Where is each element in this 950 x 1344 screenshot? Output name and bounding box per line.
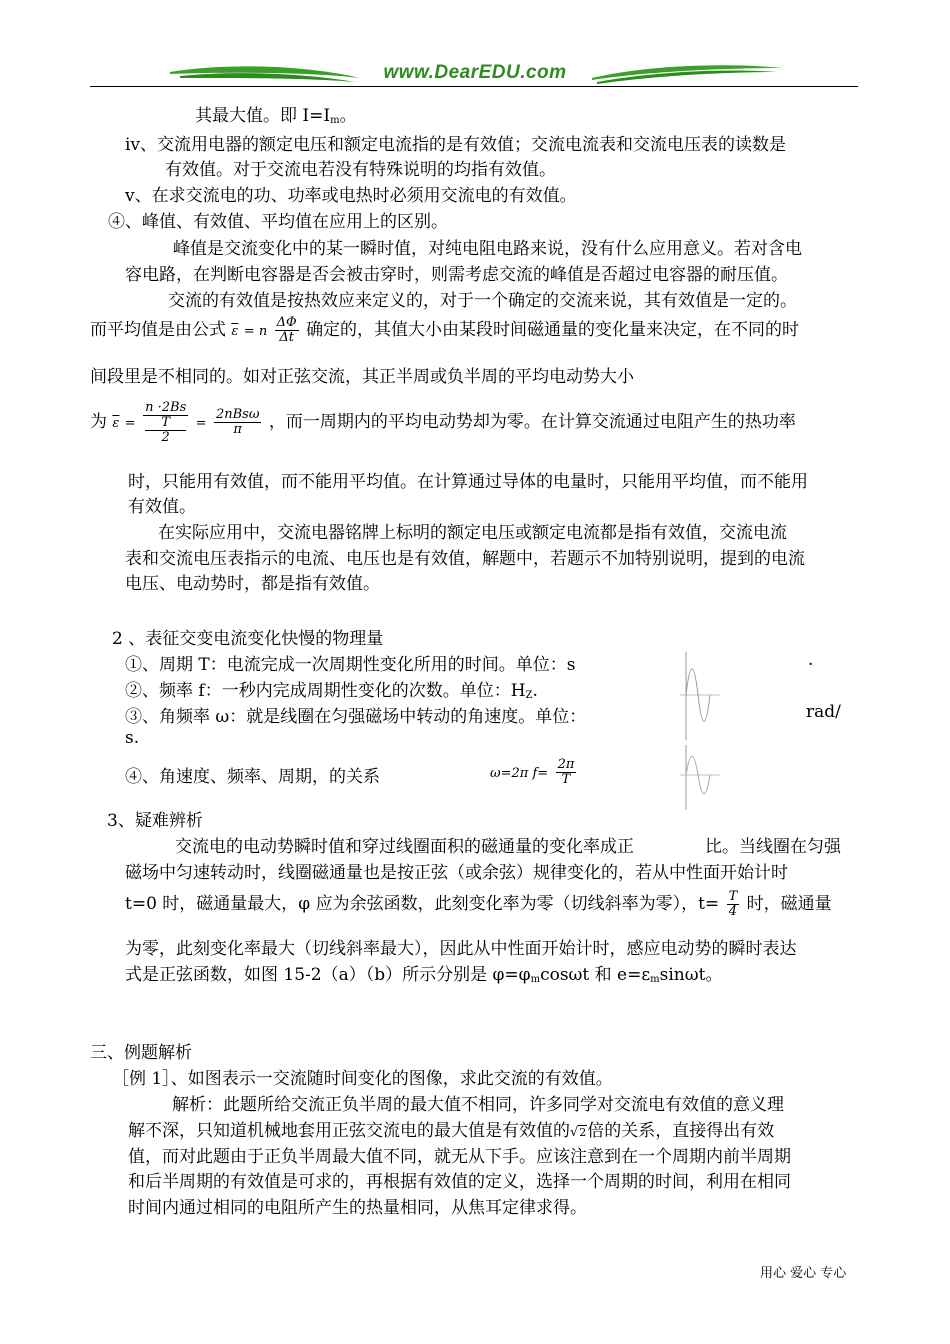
text-line: 电压、电动势时，都是指有效值。 bbox=[125, 574, 380, 594]
text-line: 式是正弦函数，如图 15-2（a）（b）所示分别是 φ=φmcosωt 和 e=εmsinωt。 bbox=[125, 965, 723, 985]
text-line: 交流电的电动势瞬时值和穿过线圈面积的磁通量的变化率成正 bbox=[175, 837, 634, 857]
list-item: ③、角频率 ω：就是线圈在匀强磁场中转动的角速度。单位： bbox=[125, 707, 587, 727]
subheading: ④、峰值、有效值、平均值在应用上的区别。 bbox=[108, 212, 448, 232]
text-line: 表和交流电压表指示的电流、电压也是有效值，解题中，若题示不加特别说明，提到的电流 bbox=[125, 549, 805, 569]
section-heading: 2 、表征交变电流变化快慢的物理量 bbox=[112, 629, 384, 649]
section-heading: 3、疑难辨析 bbox=[107, 811, 203, 831]
text-line: 容电路，在判断电容器是否会被击穿时，则需考虑交流的峰值是否超过电容器的耐压值。 bbox=[125, 265, 788, 285]
text-line-with-formula: 而平均值是由公式 $\overline{\varepsilon} = n$ $\frac{\Delta\Phi}{\Delta t}$ 确定的，其值大小由某段时间磁通量的变化量来决定，在不同的时 bbox=[90, 315, 800, 345]
formula-eps: $\overline{\varepsilon}$ bbox=[231, 324, 239, 339]
list-item: ④、角速度、频率、周期，的关系 bbox=[125, 767, 380, 787]
site-logo: www.DearEDU.com bbox=[383, 62, 567, 83]
example-title: ［例 1］、如图表示一交流随时间变化的图像，求此交流的有效值。 bbox=[112, 1069, 613, 1089]
formula-fraction: $\frac{\Delta\Phi}{\Delta t}$ bbox=[276, 315, 297, 345]
relation-formula: ω=2π f= $\frac{2\pi}{T}$ bbox=[490, 757, 575, 787]
text-line: 有效值。 bbox=[128, 497, 196, 517]
text-line: 交流的有效值是按热效应来定义的，对于一个确定的交流来说，其有效值是一定的。 bbox=[168, 291, 797, 311]
text-line: 值，而对此题由于正负半周最大值不同，就无从下手。应该注意到在一个周期内前半周期 bbox=[128, 1147, 791, 1167]
list-item: ①、周期 T：电流完成一次周期性变化所用的时间。单位：s bbox=[125, 655, 576, 675]
list-item: ②、频率 f：一秒内完成周期性变化的次数。单位：HZ. bbox=[125, 681, 538, 701]
waveform-sketch-figure bbox=[676, 650, 726, 815]
section-heading: 三、例题解析 bbox=[90, 1043, 192, 1063]
text-line: 磁场中匀速转动时，线圈磁通量也是按正弦（或余弦）规律变化的，若从中性面开始计时 bbox=[125, 863, 788, 883]
text-line: ⅴ、在求交流电的功、功率或电热时必须用交流电的有效值。 bbox=[125, 186, 577, 206]
formula-fraction: n ·2Bs T 2 bbox=[145, 399, 187, 445]
text-line: 在实际应用中，交流电器铭牌上标明的额定电压或额定电流都是指有效值，交流电流 bbox=[158, 523, 787, 543]
header-rule bbox=[90, 86, 858, 87]
text-line: 其最大值。即 I=Im。 bbox=[195, 106, 357, 126]
text-line: 比。当线圈在匀强 bbox=[705, 837, 841, 857]
text-line: 解不深，只知道机械地套用正弦交流电的最大值是有效值的√2倍的关系，直接得出有效 bbox=[128, 1121, 775, 1141]
text-line: 间段里是不相同的。如对正弦交流，其正半周或负半周的平均电动势大小 bbox=[90, 367, 634, 387]
text-line: 时间内通过相同的电阻所产生的热量相同，从焦耳定律求得。 bbox=[128, 1198, 587, 1218]
list-item: s. bbox=[125, 728, 140, 748]
text-line: 有效值。对于交流电若没有特殊说明的均指有效值。 bbox=[165, 160, 556, 180]
formula-fraction: $\frac{\text{2nBsω}}{\pi}$ bbox=[215, 407, 260, 437]
sqrt-symbol: √2 bbox=[570, 1125, 587, 1140]
text-line: 为零，此刻变化率最大（切线斜率最大），因此从中性面开始计时，感应电动势的瞬时表达 bbox=[125, 939, 797, 959]
footer-text: 用心 爱心 专心 bbox=[760, 1266, 847, 1281]
text-line: 解析：此题所给交流正负半周的最大值不相同，许多同学对交流电有效值的意义理 bbox=[172, 1095, 784, 1115]
text-line: ⅳ、交流用电器的额定电压和额定电流指的是有效值；交流电流表和交流电压表的读数是 bbox=[125, 135, 787, 155]
text-line: 时，只能用有效值，而不能用平均值。在计算通过导体的电量时，只能用平均值，而不能用 bbox=[128, 472, 808, 492]
text-line-with-formula: t=0 时，磁通量最大，φ 应为余弦函数，此刻变化率为零（切线斜率为零），t= $\frac{T}{4}$ 时，磁通量 bbox=[125, 889, 832, 919]
text-line: 和后半周期的有效值是可求的，再根据有效值的定义，选择一个周期的时间，利用在相同 bbox=[128, 1172, 791, 1192]
list-item-unit: rad/ bbox=[806, 702, 841, 722]
text-line: 峰值是交流变化中的某一瞬时值，对纯电阻电路来说，没有什么应用意义。若对含电 bbox=[173, 239, 802, 259]
text-line-with-formula: 为 $\overline{\varepsilon}$ = n ·2Bs T 2 = $\frac{\text{2nBsω}}{\pi}$ ，而一周期内的平均电动势却为零。在计算交流通过电阻产生的热功率 bbox=[90, 399, 796, 445]
list-item-dot: . bbox=[808, 650, 814, 670]
